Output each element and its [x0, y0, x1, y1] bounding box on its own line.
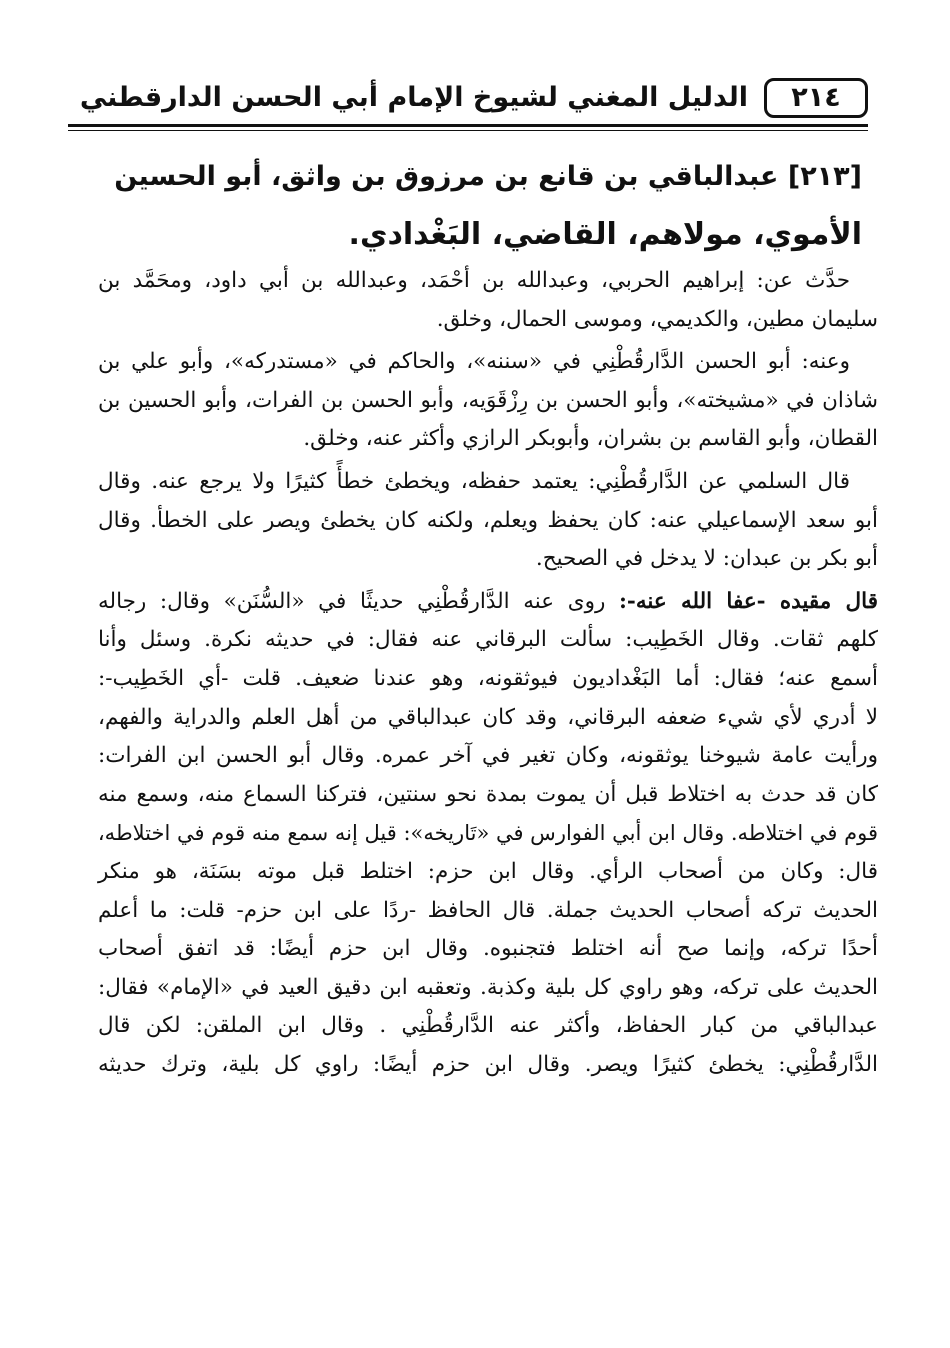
paragraph-students: [98, 343, 878, 459]
text-line: كان قد حدث به اختلاط قبل أن يموت بمدة نحو سنتين، فتركنا السماع منه، وسمع منه: [98, 781, 878, 807]
text-line: الحديث على تركه، وهو راوي كل بلية وكذبة. وتعقبه ابن دقيق العيد في «الإمام» فقال:: [98, 974, 878, 1000]
text-line: حدَّث عن: إبراهيم الحربي، وعبدالله بن أحْمَد، وعبدالله بن أبي داود، ومحَمَّد بن: [98, 268, 850, 293]
text-line: شاذان في «مشيخته»، وأبو الحسن بن رِزْقَوَيه، وأبو الحسن بن الفرات، وأبو الحسين بن: [98, 387, 878, 413]
text-line: عبدالباقي من كبار الحفاظ، وأكثر عنه الدَّارقُطْنِي . وقال ابن الملقن: لكن قال: [98, 1013, 878, 1039]
text-line: القطان، وأبو القاسم بن بشران، وأبوبكر الرازي وأكثر عنه، وخلق.: [303, 426, 878, 452]
entry-heading: [102, 148, 862, 264]
text-segment: روى عنه الدَّارقُطْنِي حديثًا في «السُّنَن» وقال: رجاله: [98, 588, 619, 614]
running-title: الدليل المغني لشيوخ الإمام أبي الحسن الدارقطني: [79, 82, 748, 113]
text-line: أبو سعد الإسماعيلي عنه: كان يحفظ ويعلم، ولكنه كان يخطئ ويصر على الخطأ. وقال: [98, 507, 878, 533]
text-line: الدَّارقُطْنِي: يخطئ كثيرًا ويصر. وقال ابن حزم أيضًا: راوي كل بلية، وترك حديثه: [98, 1051, 878, 1077]
paragraph-assessments: [98, 463, 878, 579]
text-line: أبو بكر بن عبدان: لا يدخل في الصحيح.: [535, 546, 878, 572]
page-header: [68, 78, 868, 122]
page-number: ٢١٤: [764, 78, 868, 118]
text-line: وعنه: أبو الحسن الدَّارقُطْنِي في «سننه»، والحاكم في «مستدركه»، وأبو علي بن: [98, 349, 850, 375]
paragraph-author-note: [98, 583, 878, 1085]
text-line: قوم في اختلاطه. وقال ابن أبي الفوارس في «تَاريخه»: قيل إنه سمع منه قوم في اختلاطه،: [97, 821, 878, 846]
text-line: لا أدري لأي شيء ضعفه البرقاني، وقد كان عبدالباقي من أهل العلم والدراية والفهم،: [98, 704, 878, 730]
paragraph-teachers: [98, 262, 878, 339]
header-rule-thin: [68, 130, 868, 131]
entry-heading-line: [٢١٣] عبدالباقي بن قانع بن مرزوق بن واثق، أبو الحسين: [114, 161, 862, 192]
text-line: قال: وكان من أصحاب الرأي. وقال ابن حزم: اختلط قبل موته بسَنَة، هو منكر: [98, 858, 878, 884]
text-line: كلهم ثقات. وقال الخَطِيب: سألت البرقاني عنه فقال: في حديثه نكرة. وسئل وأنا: [98, 627, 878, 653]
text-line: ورأيت عامة شيوخنا يوثقونه، وكان تغير في آخر عمره. وقال أبو الحسن ابن الفرات:: [98, 743, 878, 769]
author-note-label: قال مقيده -عفا الله عنه-:: [618, 588, 879, 614]
text-line: أحدًا تركه، وإنما صح أنه اختلط فتجنبوه. وقال ابن حزم أيضًا: قد اتفق أصحاب: [98, 936, 878, 962]
entry-body: [98, 262, 878, 1088]
text-line: قال السلمي عن الدَّارقُطْنِي: يعتمد حفظه، ويخطئ خطأً كثيرًا ولا يرجع عنه. وقال: [98, 468, 850, 494]
header-rule: [68, 124, 868, 127]
text-line: أسمع عنه؛ فقال: أما البَغْداديون فيوثقونه، وهو عندنا ضعيف. قلت -أي الخَطِيب-:: [98, 665, 878, 691]
text-line: الحديث تركه أصحاب الحديث جملة. قال الحافظ -ردًا على ابن حزم- قلت: ما أعلم: [98, 897, 878, 923]
entry-heading-line: الأموي، مولاهم، القاضي، البَغْدادي.: [348, 217, 862, 252]
text-line: سليمان مطين، والكديمي، وموسى الحمال، وخلق.: [436, 306, 878, 332]
text-line: [98, 583, 878, 622]
